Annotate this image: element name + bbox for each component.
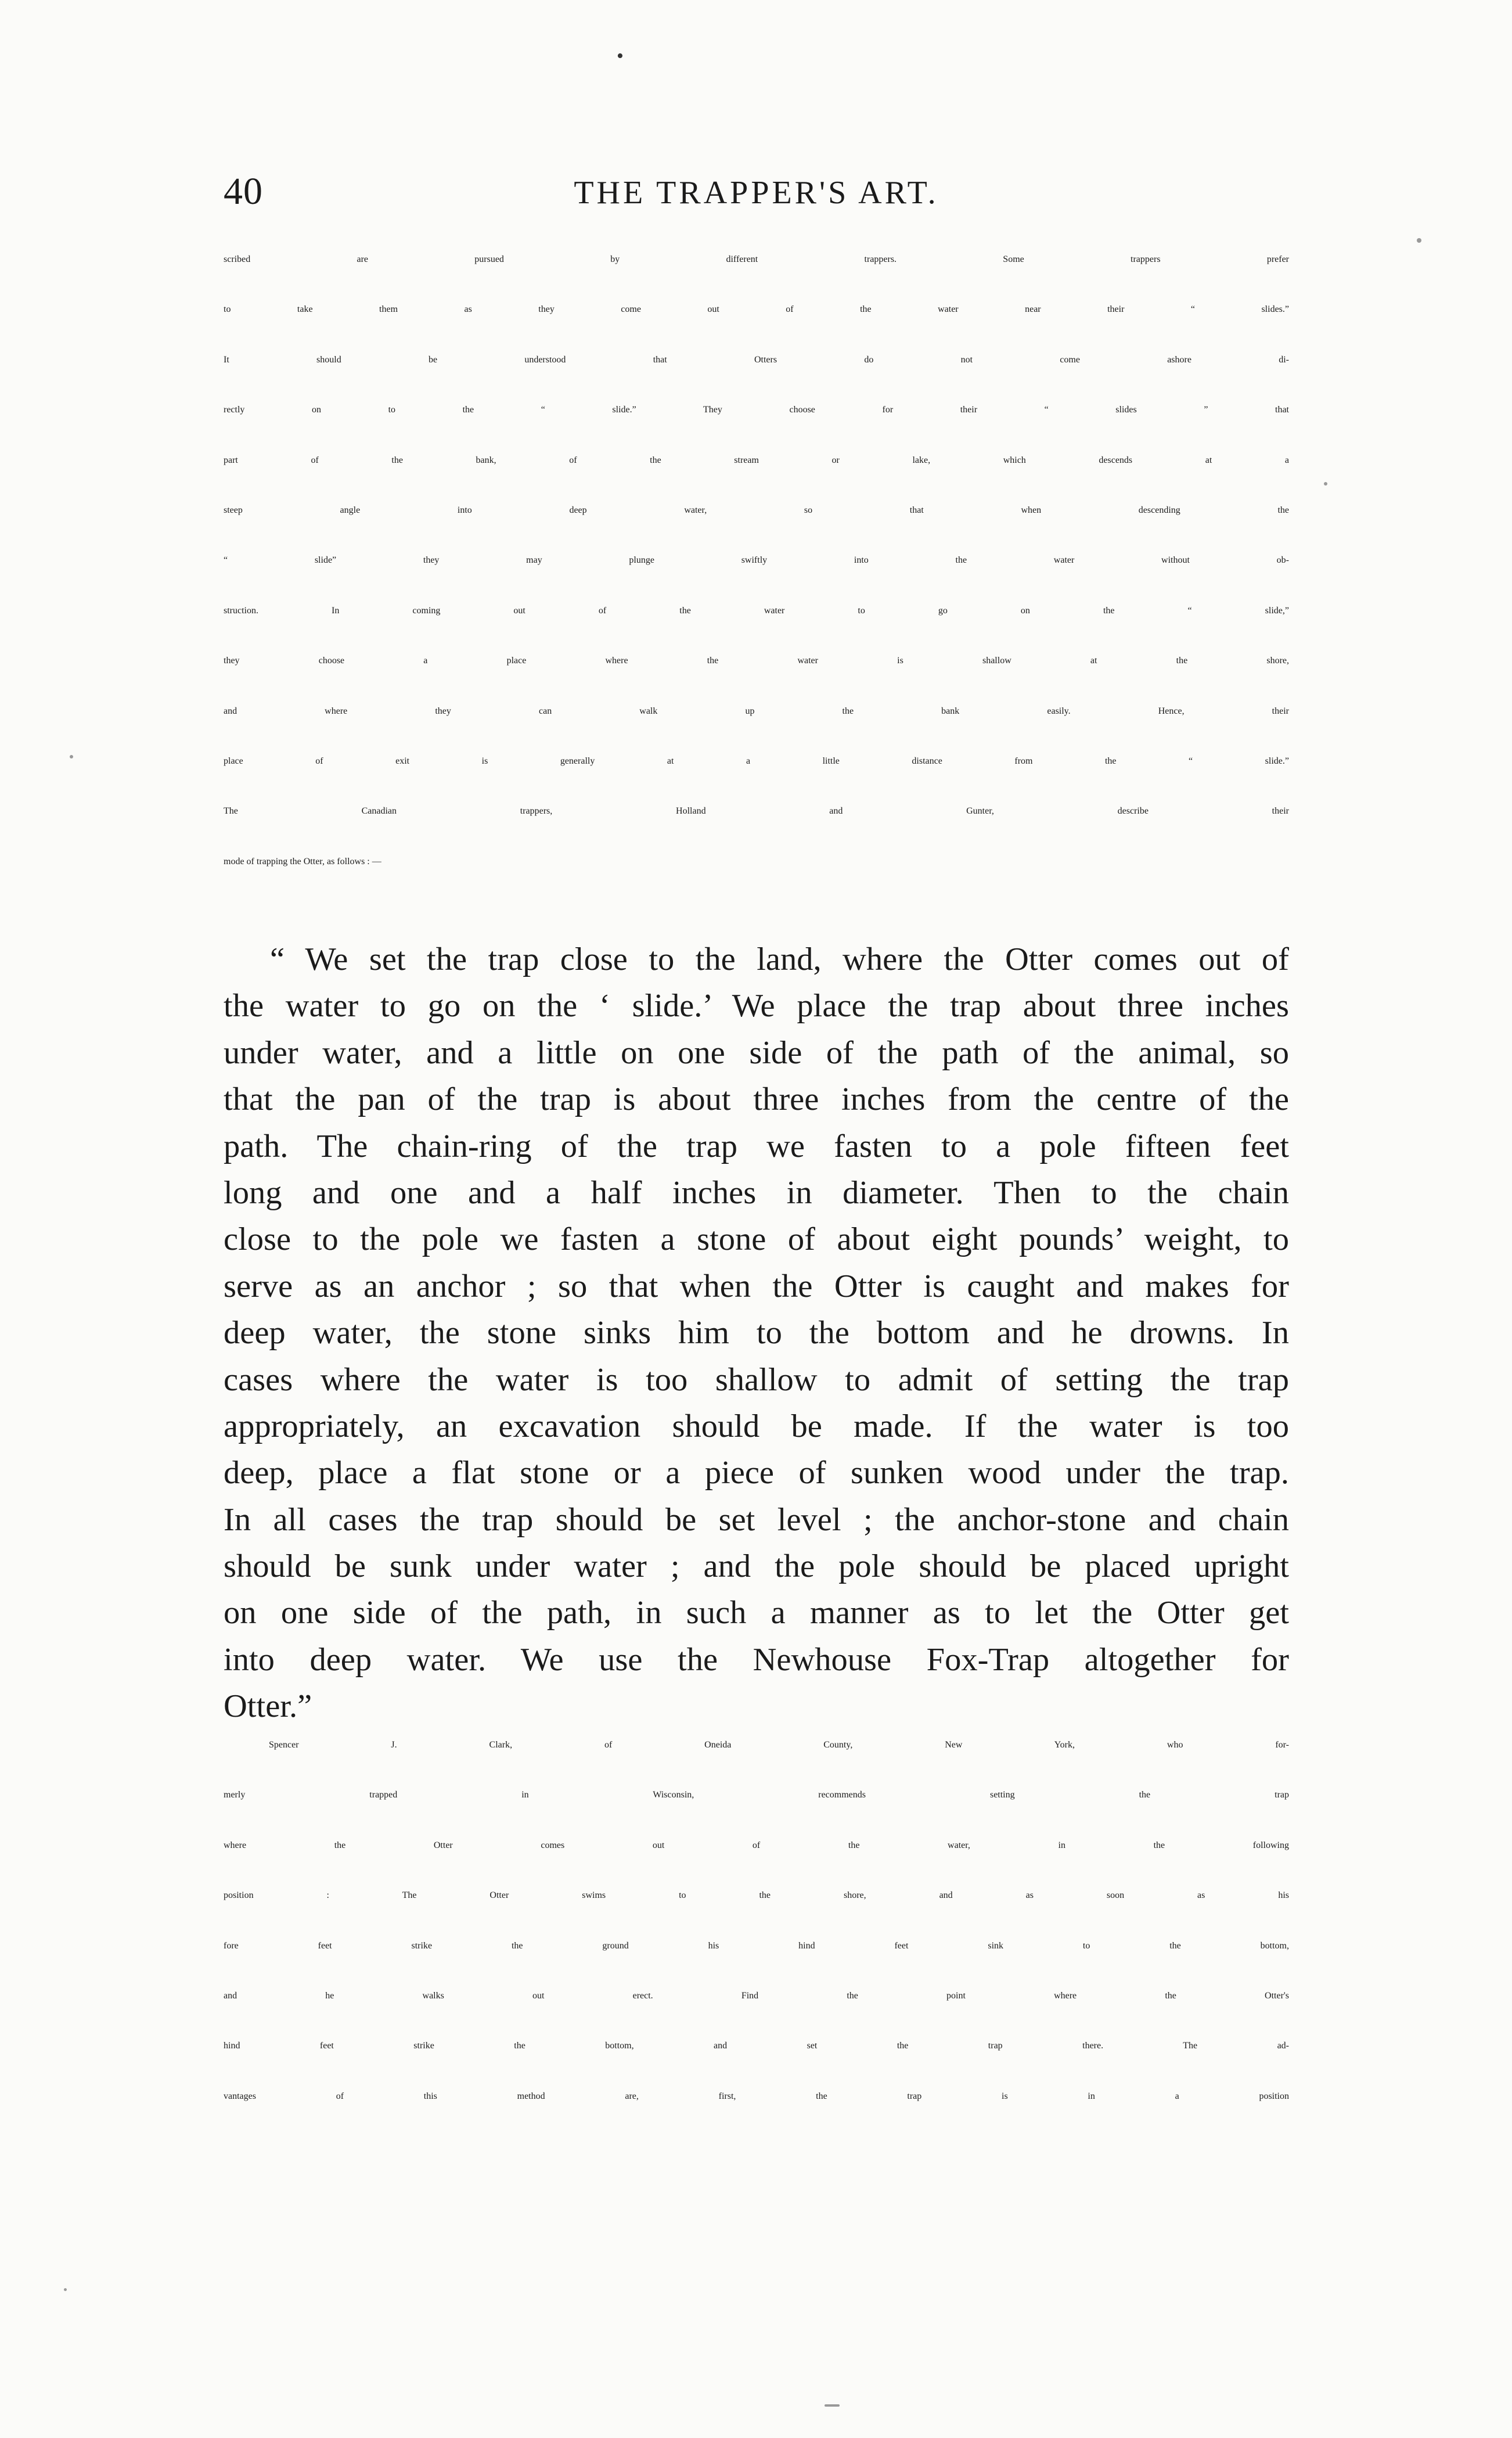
quote-line: “ We set the trap close to the land, where the Otter comes out of	[270, 941, 1289, 977]
quote-line: on one side of the path, in such a manner as to let the Otter get	[224, 1595, 1289, 1631]
text-line: and he walks out erect. Find the point where the Otter's	[224, 1990, 1289, 2001]
page-number: 40	[224, 170, 263, 213]
quote-line: deep, place a flat stone or a piece of sunken wood under the trap.	[224, 1455, 1289, 1491]
ornament-mark: •	[617, 45, 624, 67]
text-line: It should be understood that Otters do not come ashore di-	[224, 354, 1289, 365]
quotation-block	[224, 936, 1289, 1730]
quote-line: Otter.”	[224, 1688, 312, 1725]
quote-line: serve as an anchor ; so that when the Otter is caught and makes for	[224, 1268, 1289, 1304]
text-line: and where they can walk up the bank easily. Hence, their	[224, 706, 1289, 716]
quote-line: deep water, the stone sinks him to the bottom and he drowns. In	[224, 1315, 1289, 1351]
scan-speck	[825, 2404, 840, 2407]
scan-speck	[64, 2288, 67, 2291]
quote-line: appropriately, an excavation should be made. If the water is too	[224, 1408, 1289, 1444]
text-line: Spencer J. Clark, of Oneida County, New York, who for-	[269, 1740, 1289, 1750]
quote-line: close to the pole we fasten a stone of about eight pounds’ weight, to	[224, 1221, 1289, 1258]
text-line: where the Otter comes out of the water, in the following	[224, 1840, 1289, 1850]
quote-line: In all cases the trap should be set level ; the anchor-stone and chain	[224, 1501, 1289, 1538]
quote-line: under water, and a little on one side of the path of the animal, so	[224, 1034, 1289, 1071]
quote-line: into deep water. We use the Newhouse Fox-Trap altogether for	[224, 1641, 1289, 1678]
text-line: fore feet strike the ground his hind feet sink to the bottom,	[224, 1940, 1289, 1951]
text-line: scribed are pursued by different trappers. Some trappers prefer	[224, 254, 1289, 264]
text-line: position : The Otter swims to the shore, and as soon as his	[224, 1890, 1289, 1901]
text-line: The Canadian trappers, Holland and Gunter, describe their	[224, 806, 1289, 817]
quote-line: that the pan of the trap is about three inches from the centre of the	[224, 1081, 1289, 1118]
text-line: steep angle into deep water, so that when descending the	[224, 505, 1289, 515]
page-header	[224, 170, 1289, 222]
text-line: vantages of this method are, first, the trap is in a position	[224, 2091, 1289, 2101]
text-line: part of the bank, of the stream or lake, which descends at a	[224, 455, 1289, 465]
running-title: THE TRAPPER'S ART.	[574, 175, 939, 211]
quote-line: path. The chain-ring of the trap we fasten to a pole fifteen feet	[224, 1128, 1289, 1164]
quote-line: should be sunk under water ; and the pole should be placed upright	[224, 1548, 1289, 1585]
quote-line: the water to go on the ‘ slide.’ We place the trap about three inches	[224, 988, 1289, 1024]
text-line: “ slide” they may plunge swiftly into the water without ob-	[224, 555, 1289, 566]
scan-speck	[70, 755, 73, 758]
text-line: hind feet strike the bottom, and set the trap there. The ad-	[224, 2041, 1289, 2051]
text-line: to take them as they come out of the water near their “ slides.”	[224, 304, 1289, 315]
paragraph-2	[224, 1740, 1289, 2141]
scan-speck	[1417, 238, 1421, 243]
quote-line: long and one and a half inches in diameter. Then to the chain	[224, 1174, 1289, 1211]
text-line: struction. In coming out of the water to go on the “ slide,”	[224, 605, 1289, 616]
text-line: merly trapped in Wisconsin, recommends setting the trap	[224, 1790, 1289, 1800]
text-line: place of exit is generally at a little distance from the “ slide.”	[224, 756, 1289, 766]
scan-speck	[1324, 482, 1327, 486]
text-line: mode of trapping the Otter, as follows : —	[224, 856, 381, 866]
paragraph-1	[224, 254, 1289, 907]
text-line: they choose a place where the water is shallow at the shore,	[224, 656, 1289, 666]
text-line: rectly on to the “ slide.” They choose for their “ slides ” that	[224, 405, 1289, 415]
quote-line: cases where the water is too shallow to admit of setting the trap	[224, 1361, 1289, 1398]
